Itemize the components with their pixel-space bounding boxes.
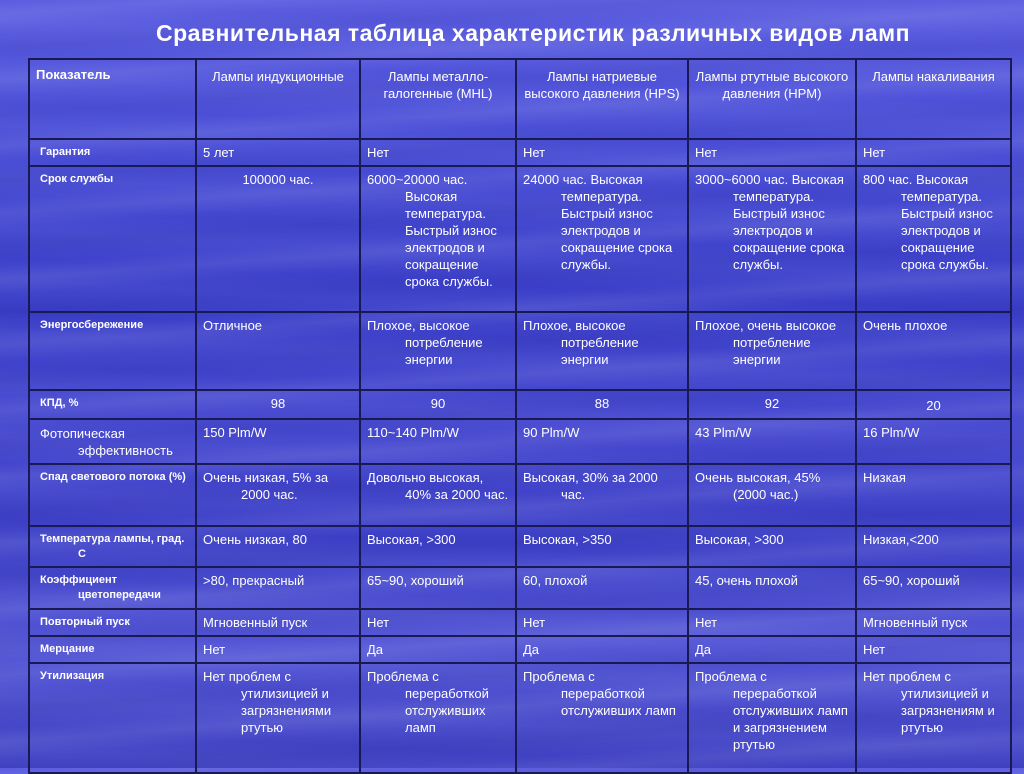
table-row: [29, 419, 1011, 464]
table-cell: [516, 464, 688, 526]
table-cell: Да: [360, 636, 516, 663]
header-indicator: [29, 59, 196, 139]
cell-text: Коэффициент цветопередачи: [40, 574, 161, 601]
table-cell: [196, 464, 360, 526]
cell-text: Температура лампы, град. С: [40, 533, 185, 560]
table-row: [29, 609, 1011, 636]
cell-text: 800 час. Высокая температура. Быстрый износ электродов и сокращение срока службы.: [863, 172, 993, 272]
table-cell: Нет: [688, 139, 856, 166]
table-cell: Отличное: [196, 312, 360, 390]
row-label-lumen-decay: [29, 464, 196, 526]
table-cell: [516, 663, 688, 773]
table-cell: 150 Plm/W: [196, 419, 360, 464]
table-cell: [688, 663, 856, 773]
table-cell: 5 лет: [196, 139, 360, 166]
table-cell: [688, 464, 856, 526]
table-cell: Мгновенный пуск: [856, 609, 1011, 636]
table-row: [29, 166, 1011, 312]
table-cell: >80, прекрасный: [196, 567, 360, 609]
table-cell: 43 Plm/W: [688, 419, 856, 464]
cell-text: Довольно высокая, 40% за 2000 час.: [367, 470, 509, 502]
table-cell: [360, 312, 516, 390]
comparison-table: [28, 58, 1012, 774]
table-cell: 92: [688, 390, 856, 419]
table-cell: [360, 464, 516, 526]
row-label-restart: Повторный пуск: [29, 609, 196, 636]
header-hps: [516, 59, 688, 139]
table-cell: Нет: [856, 636, 1011, 663]
table-cell: 65~90, хороший: [360, 567, 516, 609]
table-cell: Нет: [516, 609, 688, 636]
header-mhl: [360, 59, 516, 139]
cell-text: 6000~20000 час. Высокая температура. Быстрый износ электродов и сокращение срока службы.: [367, 172, 497, 289]
cell-text: Очень низкая, 5% за 2000 час.: [203, 470, 329, 502]
table-cell: 100000 час.: [196, 166, 360, 312]
header-hpm-text: Лампы ртутные высокого давления (HPM): [695, 69, 849, 101]
header-hps-text: Лампы натриевые высокого давления (HPS): [524, 69, 680, 101]
table-cell: Нет: [856, 139, 1011, 166]
table-cell: 60, плохой: [516, 567, 688, 609]
row-label-warranty: Гарантия: [29, 139, 196, 166]
cell-text: Очень высокая, 45% (2000 час.): [695, 470, 821, 502]
header-row: [29, 59, 1011, 139]
table-cell: [360, 663, 516, 773]
table-cell: [516, 166, 688, 312]
table-cell: [688, 312, 856, 390]
table-cell: 90 Plm/W: [516, 419, 688, 464]
row-label-color-rendering: [29, 567, 196, 609]
header-incandescent-text: Лампы накаливания: [872, 69, 995, 84]
table-cell: Высокая, >300: [688, 526, 856, 567]
table-cell: Нет: [688, 609, 856, 636]
header-hpm: [688, 59, 856, 139]
table-cell: Очень низкая, 80: [196, 526, 360, 567]
cell-text: Проблема с переработкой отслуживших ламп и загрязнением ртутью: [695, 669, 848, 752]
header-incandescent: [856, 59, 1011, 139]
table-cell: Очень плохое: [856, 312, 1011, 390]
table-cell: Высокая, >300: [360, 526, 516, 567]
table-cell: Нет: [516, 139, 688, 166]
cell-text: Проблема с переработкой отслуживших ламп: [367, 669, 489, 735]
table-row: [29, 139, 1011, 166]
cell-text: Фотопическая эффективность: [40, 426, 173, 458]
cell-text: Плохое, высокое потребление энергии: [367, 318, 483, 367]
table-cell: 110~140 Plm/W: [360, 419, 516, 464]
cell-text: 24000 час. Высокая температура. Быстрый износ электродов и сокращение срока службы.: [523, 172, 673, 272]
table-row: [29, 312, 1011, 390]
row-label-efficiency: КПД, %: [29, 390, 196, 419]
table-cell: Нет: [360, 139, 516, 166]
table-cell: 16 Plm/W: [856, 419, 1011, 464]
cell-text: 3000~6000 час. Высокая температура. Быстрый износ электродов и сокращение срока службы.: [695, 172, 845, 272]
table-cell: Мгновенный пуск: [196, 609, 360, 636]
table-cell: [196, 663, 360, 773]
row-label-disposal: Утилизация: [29, 663, 196, 773]
table-cell: 65~90, хороший: [856, 567, 1011, 609]
row-label-flicker: Мерцание: [29, 636, 196, 663]
cell-text: Проблема с переработкой отслуживших ламп: [523, 669, 676, 718]
table-cell: 88: [516, 390, 688, 419]
slide-title: Сравнительная таблица характеристик различных видов ламп: [155, 20, 911, 46]
table-cell: 20: [856, 390, 1011, 419]
row-label-photopic: [29, 419, 196, 464]
table-cell: Да: [516, 636, 688, 663]
table-cell: [360, 166, 516, 312]
table-cell: [856, 166, 1011, 312]
cell-text: Нет проблем с утилизицией и загрязнениями ртутью: [203, 669, 332, 735]
row-label-service-life: Срок службы: [29, 166, 196, 312]
cell-text: Плохое, очень высокое потребление энергии: [695, 318, 837, 367]
cell-text: Высокая, 30% за 2000 час.: [523, 470, 658, 502]
table-cell: [856, 663, 1011, 773]
table-cell: 98: [196, 390, 360, 419]
table-row: [29, 526, 1011, 567]
table-cell: 90: [360, 390, 516, 419]
cell-text: Спад светового потока (%): [40, 471, 186, 483]
table-cell: [516, 312, 688, 390]
table-cell: Нет: [196, 636, 360, 663]
table-cell: Низкая: [856, 464, 1011, 526]
table-row: [29, 464, 1011, 526]
table-cell: 45, очень плохой: [688, 567, 856, 609]
table-cell: [688, 166, 856, 312]
table-cell: Низкая,<200: [856, 526, 1011, 567]
header-mhl-text: Лампы металло-галогенные (MHL): [383, 69, 493, 101]
row-label-energy-saving: Энергосбережение: [29, 312, 196, 390]
table-row: [29, 390, 1011, 419]
cell-text: Плохое, высокое потребление энергии: [523, 318, 639, 367]
table-cell: Да: [688, 636, 856, 663]
row-label-lamp-temperature: [29, 526, 196, 567]
header-indicator-text: Показатель: [36, 67, 111, 82]
cell-text: Нет проблем с утилизицией и загрязнениям и ртутью: [863, 669, 995, 735]
table-cell: Нет: [360, 609, 516, 636]
table-cell: Высокая, >350: [516, 526, 688, 567]
table-row: [29, 567, 1011, 609]
table-row: [29, 636, 1011, 663]
header-induction-text: Лампы индукционные: [212, 69, 344, 84]
table-row: [29, 663, 1011, 773]
header-induction: [196, 59, 360, 139]
